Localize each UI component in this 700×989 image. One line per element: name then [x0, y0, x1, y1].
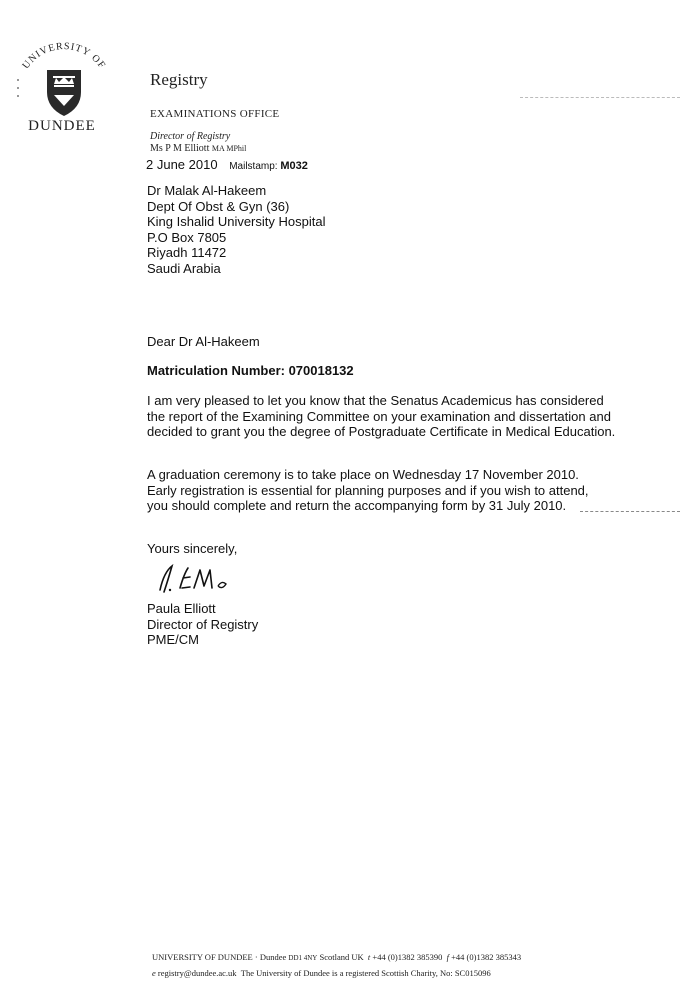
body-paragraph: I am very pleased to let you know that the Senatus Academicus has considered the report of the Examining Committee on your examination and dissertation and decided to grant you the degree of Postgraduate Certificate in Medical Education. — [147, 393, 616, 440]
address-line: Dr Malak Al-Hakeem — [147, 183, 267, 198]
address-line: King Ishalid University Hospital — [147, 214, 326, 230]
signature — [150, 560, 250, 598]
university-crest — [14, 40, 114, 160]
director-name — [150, 143, 246, 154]
mailstamp — [229, 161, 308, 172]
footer-contact: e registry@dundee.ac.uk The University of Dundee is a registered Scottish Charity, No: SC015096 — [152, 968, 491, 978]
address-line: Riyadh 11472 — [147, 245, 227, 261]
footer-email: registry@dundee.ac.uk — [157, 968, 237, 978]
department-title: Registry — [150, 70, 208, 89]
footer-charity: The University of Dundee is a registered Scottish Charity, No: SC015096 — [240, 968, 491, 978]
signatory-title: Director of Registry — [147, 616, 259, 632]
address-line: Saudi Arabia — [147, 260, 221, 276]
signatory-name: Paula Elliott — [147, 601, 216, 616]
footer-org: UNIVERSITY OF DUNDEE — [152, 952, 253, 962]
university-name: DUNDEE — [28, 118, 96, 134]
footer-address: UNIVERSITY OF DUNDEE · Dundee DD1 4NY Scotland UK t +44 (0)1382 385390 f +44 (0)1382 385343 — [152, 952, 522, 962]
footer-telephone: +44 (0)1382 385390 — [372, 952, 443, 962]
university-arc-text: UNIVERSITY OF — [20, 40, 108, 72]
signatory-reference: PME/CM — [147, 632, 199, 648]
letter-date-line — [146, 157, 308, 172]
director-label: Director of Registry — [150, 131, 231, 142]
closing: Yours sincerely, — [147, 541, 238, 556]
footer-country: Scotland UK — [319, 952, 364, 962]
matriculation-number: Matriculation Number: 070018132 — [147, 363, 354, 378]
scan-line — [520, 97, 680, 98]
director-qualifications: MA MPhil — [211, 144, 247, 153]
body-paragraph: A graduation ceremony is to take place on Wednesday 17 November 2010. Early registration is essential for planning purposes and if you wish to attend, you should complete and return the accompanying form by 31 July 2010. — [147, 467, 589, 514]
salutation: Dear Dr Al-Hakeem — [147, 334, 260, 349]
letter-date: 2 June 2010 — [146, 157, 218, 172]
footer-postcode: DD1 4NY — [288, 954, 318, 962]
office-name: EXAMINATIONS OFFICE — [150, 108, 280, 120]
director-name-text: Ms P M Elliott — [150, 143, 210, 154]
footer-city: Dundee — [259, 952, 287, 962]
footer-fax: +44 (0)1382 385343 — [451, 952, 522, 962]
mailstamp-code: M032 — [280, 160, 308, 172]
address-line: P.O Box 7805 — [147, 229, 227, 245]
signatory-block — [147, 601, 258, 648]
mailstamp-label: Mailstamp: — [229, 161, 278, 172]
recipient-address — [147, 183, 325, 277]
address-line: Dept Of Obst & Gyn (36) — [147, 198, 290, 214]
